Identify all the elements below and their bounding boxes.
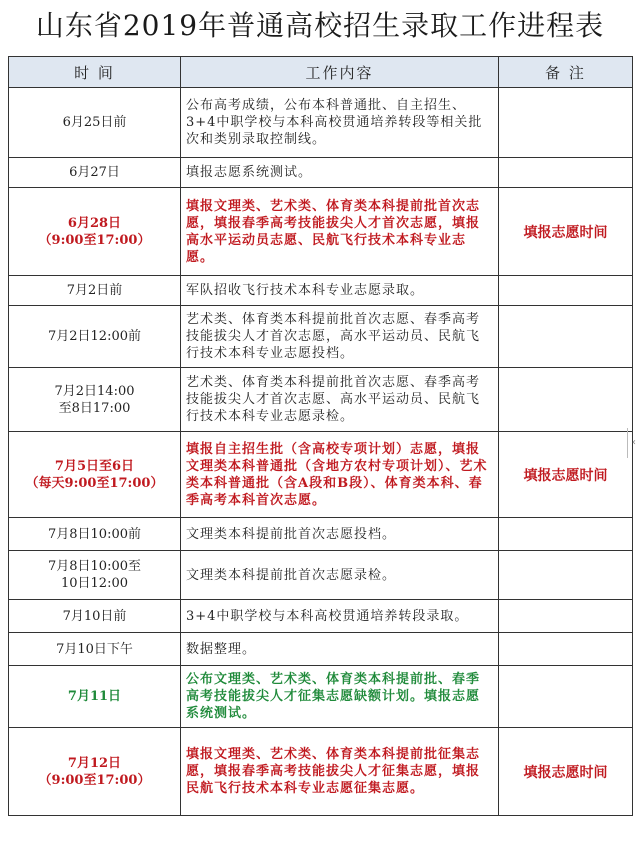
row-content: 填报文理类、艺术类、体育类本科提前批首次志愿，填报春季高考技能拔尖人才首次志愿，填报高水平运动员志愿、民航飞行技术本科专业志愿。 [181,188,499,276]
row-time-line: 7月10日前 [62,608,127,624]
row-time-line: （每天9:00至17:00） [25,475,164,491]
row-time-line: （9:00至17:00） [38,772,151,788]
row-time [9,88,181,158]
row-time-line: 10日12:00 [60,576,128,591]
row-time-line: 7月2日12:00前 [47,329,141,344]
row-content: 填报志愿系统测试。 [181,158,499,188]
schedule-table [8,56,633,816]
row-content: 文理类本科提前批首次志愿录检。 [181,551,499,600]
table-row [9,188,633,276]
row-time-line: 7月10日下午 [56,641,133,657]
row-time-line: 7月2日前 [66,283,123,298]
row-time [9,633,181,666]
row-time-line: 7月11日 [67,689,122,704]
row-content: 公布文理类、艺术类、体育类本科提前批、春季高考技能拔尖人才征集志愿缺额计划。填报志愿系统测试。 [181,666,499,728]
row-time-line: 6月27日 [69,165,120,180]
row-time-line: 7月2日14:00 [54,383,135,399]
row-time [9,518,181,551]
row-note [499,666,633,728]
row-note [499,368,633,432]
row-content: 3+4中职学校与本科高校贯通培养转段录取。 [181,600,499,633]
row-time-line: （9:00至17:00） [38,232,151,248]
row-note: 填报志愿时间 [499,432,633,518]
header-time: 时 间 [9,57,181,88]
header-content: 工作内容 [181,57,499,88]
row-content: 填报自主招生批（含高校专项计划）志愿，填报文理类本科普通批（含地方农村专项计划）、艺术类本科普通批（含A段和B段）、体育类本科、春季高考本科首次志愿。 [181,432,499,518]
row-content: 公布高考成绩，公布本科普通批、自主招生、3+4中职学校与本科高校贯通培养转段等相关批次和类别录取控制线。 [181,88,499,158]
header-note: 备 注 [499,57,633,88]
table-row [9,666,633,728]
row-time [9,188,181,276]
row-time [9,666,181,728]
table-row [9,306,633,368]
row-note [499,633,633,666]
row-note [499,276,633,306]
table-row [9,551,633,600]
row-note [499,306,633,368]
table-header-row [9,57,633,88]
row-time-line: 6月25日前 [62,115,127,130]
row-note [499,88,633,158]
row-time [9,306,181,368]
row-content: 艺术类、体育类本科提前批首次志愿、春季高考技能拔尖人才首次志愿，高水平运动员、民航飞行技术本科专业志愿投档。 [181,306,499,368]
row-time [9,600,181,633]
table-row [9,728,633,816]
row-time-line: 7月8日10:00至 [47,559,141,574]
table-row [9,432,633,518]
row-note [499,158,633,188]
row-time-line: 7月8日10:00前 [47,526,141,542]
row-note [499,600,633,633]
table-row [9,600,633,633]
row-time [9,276,181,306]
table-row [9,633,633,666]
row-content: 数据整理。 [181,633,499,666]
row-time [9,551,181,600]
table-row [9,276,633,306]
row-content: 填报文理类、艺术类、体育类本科提前批征集志愿，填报春季高考技能拔尖人才征集志愿，填报民航飞行技术本科专业志愿征集志愿。 [181,728,499,816]
row-note: 填报志愿时间 [499,188,633,276]
row-time [9,432,181,518]
table-row [9,88,633,158]
row-time-line: 7月12日 [67,755,122,771]
row-time [9,158,181,188]
table-row [9,518,633,551]
row-note [499,518,633,551]
page-title: 山东省2019年普通高校招生录取工作进程表 [35,9,605,42]
row-time [9,368,181,432]
row-note [499,551,633,600]
row-time-line: 6月28日 [67,215,122,231]
table-row [9,368,633,432]
scroll-handle-icon[interactable]: ‹ [627,428,640,458]
row-time-line: 至8日17:00 [58,400,131,416]
row-content: 军队招收飞行技术本科专业志愿录取。 [181,276,499,306]
table-row [9,158,633,188]
row-content: 艺术类、体育类本科提前批首次志愿、春季高考技能拔尖人才首次志愿、高水平运动员、民航飞行技术本科专业志愿录检。 [181,368,499,432]
row-content: 文理类本科提前批首次志愿投档。 [181,518,499,551]
row-time-line: 7月5日至6日 [54,458,135,474]
row-note: 填报志愿时间 [499,728,633,816]
row-time [9,728,181,816]
